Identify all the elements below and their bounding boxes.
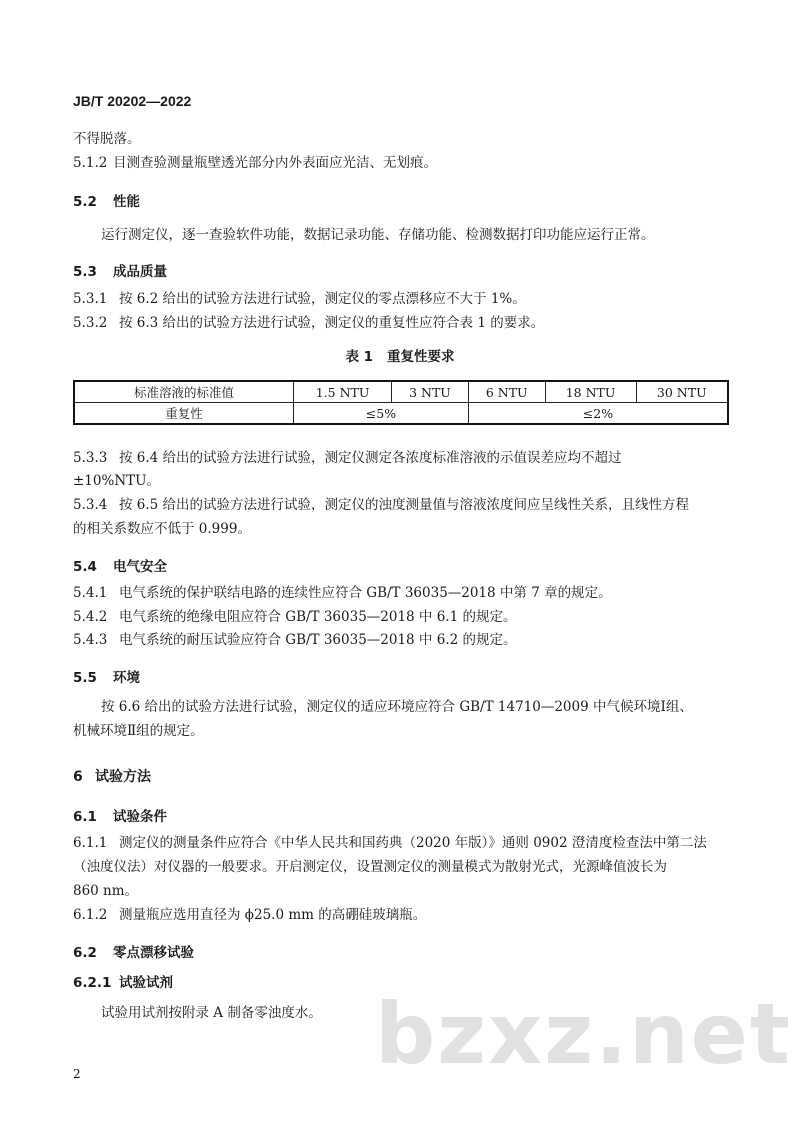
heading-6	[73, 766, 151, 786]
standard-number-header: JB/T 20202—2022	[73, 93, 192, 109]
paragraph-continued: 不得脱落。	[73, 131, 141, 147]
table-row	[74, 403, 728, 425]
table-cell: 1.5 NTU	[294, 381, 392, 403]
clause-5-3-3-cont: ±10%NTU。	[73, 473, 161, 489]
table-row-label: 重复性	[74, 403, 294, 425]
clause-5-3-2	[73, 313, 544, 333]
clause-6-1-1-cont: （浊度仪法）对仪器的一般要求。开启测定仪，设置测定仪的测量模式为散射光式，光源峰值波长为	[73, 859, 667, 875]
clause-5-3-4-cont: 的相关系数应不低于 0.999。	[73, 521, 251, 537]
heading-number: 5.5	[73, 670, 97, 686]
heading-title: 环境	[113, 670, 140, 686]
table-cell: ≤5%	[294, 403, 469, 425]
clause-6-1-2	[73, 905, 426, 925]
page-number: 2	[73, 1067, 81, 1081]
clause-number: 5.1.2	[73, 155, 108, 171]
clause-5-4-3	[73, 630, 517, 650]
paragraph-5-5: 按 6.6 给出的试验方法进行试验，测定仪的适应环境应符合 GB/T 14710—2009 中气候环境Ⅰ组、	[101, 699, 693, 715]
table-1-caption	[0, 345, 800, 365]
clause-text: 按 6.2 给出的试验方法进行试验，测定仪的零点漂移应不大于 1%。	[119, 291, 526, 307]
clause-text: 按 6.3 给出的试验方法进行试验，测定仪的重复性应符合表 1 的要求。	[119, 315, 545, 331]
heading-number: 6.2	[73, 945, 97, 961]
clause-text: 电气系统的耐压试验应符合 GB/T 36035—2018 中 6.2 的规定。	[119, 632, 517, 648]
clause-number: 5.4.1	[73, 585, 108, 601]
heading-number: 5.3	[73, 264, 97, 280]
clause-5-4-1	[73, 583, 612, 603]
table-row-label: 标准溶液的标准值	[74, 381, 294, 403]
clause-text: 测量瓶应选用直径为 ϕ25.0 mm 的高硼硅玻璃瓶。	[119, 907, 427, 923]
table-cell: 6 NTU	[468, 381, 545, 403]
heading-5-5	[73, 666, 140, 686]
heading-number: 6.1	[73, 809, 97, 825]
clause-5-1-2	[73, 153, 437, 173]
heading-title: 零点漂移试验	[113, 945, 194, 961]
table-1-repeatability	[73, 380, 729, 425]
heading-number: 5.2	[73, 194, 97, 210]
table-cell: ≤2%	[468, 403, 728, 425]
heading-5-4	[73, 555, 167, 575]
table-title: 重复性要求	[387, 349, 455, 365]
clause-text: 电气系统的绝缘电阻应符合 GB/T 36035—2018 中 6.1 的规定。	[119, 609, 517, 625]
heading-number: 5.4	[73, 559, 97, 575]
clause-number: 5.3.2	[73, 315, 108, 331]
heading-title: 电气安全	[113, 559, 167, 575]
heading-6-1	[73, 805, 167, 825]
heading-number: 6.2.1	[73, 975, 112, 991]
paragraph-6-2-1: 试验用试剂按附录 A 制备零浊度水。	[101, 1005, 322, 1021]
clause-5-3-3	[73, 448, 622, 468]
heading-title: 成品质量	[113, 264, 167, 280]
table-cell: 30 NTU	[636, 381, 728, 403]
clause-5-3-1	[73, 289, 526, 309]
clause-number: 5.3.4	[73, 497, 108, 513]
table-cell: 18 NTU	[545, 381, 636, 403]
clause-number: 5.3.1	[73, 291, 108, 307]
heading-title: 试验条件	[113, 809, 167, 825]
watermark: bzxz.net	[375, 985, 792, 1083]
clause-text: 按 6.4 给出的试验方法进行试验，测定仪测定各浓度标准溶液的示值误差应均不超过	[119, 450, 622, 466]
heading-title: 性能	[113, 194, 140, 210]
table-row	[74, 381, 728, 403]
paragraph-5-5-cont: 机械环境Ⅱ组的规定。	[73, 723, 204, 739]
table-cell: 3 NTU	[392, 381, 469, 403]
clause-number: 6.1.1	[73, 835, 108, 851]
heading-6-2-1	[73, 971, 173, 991]
clause-5-4-2	[73, 607, 517, 627]
clause-text: 目测查验测量瓶壁透光部分内外表面应光洁、无划痕。	[113, 155, 437, 171]
clause-text: 测定仪的测量条件应符合《中华人民共和国药典（2020 年版）》通则 0902 澄清度检查法中第二法	[119, 835, 707, 851]
clause-text: 按 6.5 给出的试验方法进行试验，测定仪的浊度测量值与溶液浓度间应呈线性关系，且线性方程	[119, 497, 690, 513]
heading-5-3	[73, 260, 167, 280]
clause-number: 5.4.2	[73, 609, 108, 625]
clause-number: 6.1.2	[73, 907, 108, 923]
clause-number: 5.4.3	[73, 632, 108, 648]
clause-number: 5.3.3	[73, 450, 108, 466]
clause-5-3-4	[73, 495, 689, 515]
heading-number: 6	[73, 769, 83, 785]
heading-5-2	[73, 190, 140, 210]
heading-6-2	[73, 941, 194, 961]
paragraph-5-2: 运行测定仪，逐一查验软件功能，数据记录功能、存储功能、检测数据打印功能应运行正常。	[101, 227, 655, 243]
heading-title: 试验方法	[95, 769, 151, 785]
clause-6-1-1-cont2: 860 nm。	[73, 883, 139, 899]
table-number: 表 1	[345, 349, 374, 365]
heading-title: 试验试剂	[119, 975, 173, 991]
clause-6-1-1	[73, 833, 707, 853]
clause-text: 电气系统的保护联结电路的连续性应符合 GB/T 36035—2018 中第 7 章的规定。	[119, 585, 612, 601]
